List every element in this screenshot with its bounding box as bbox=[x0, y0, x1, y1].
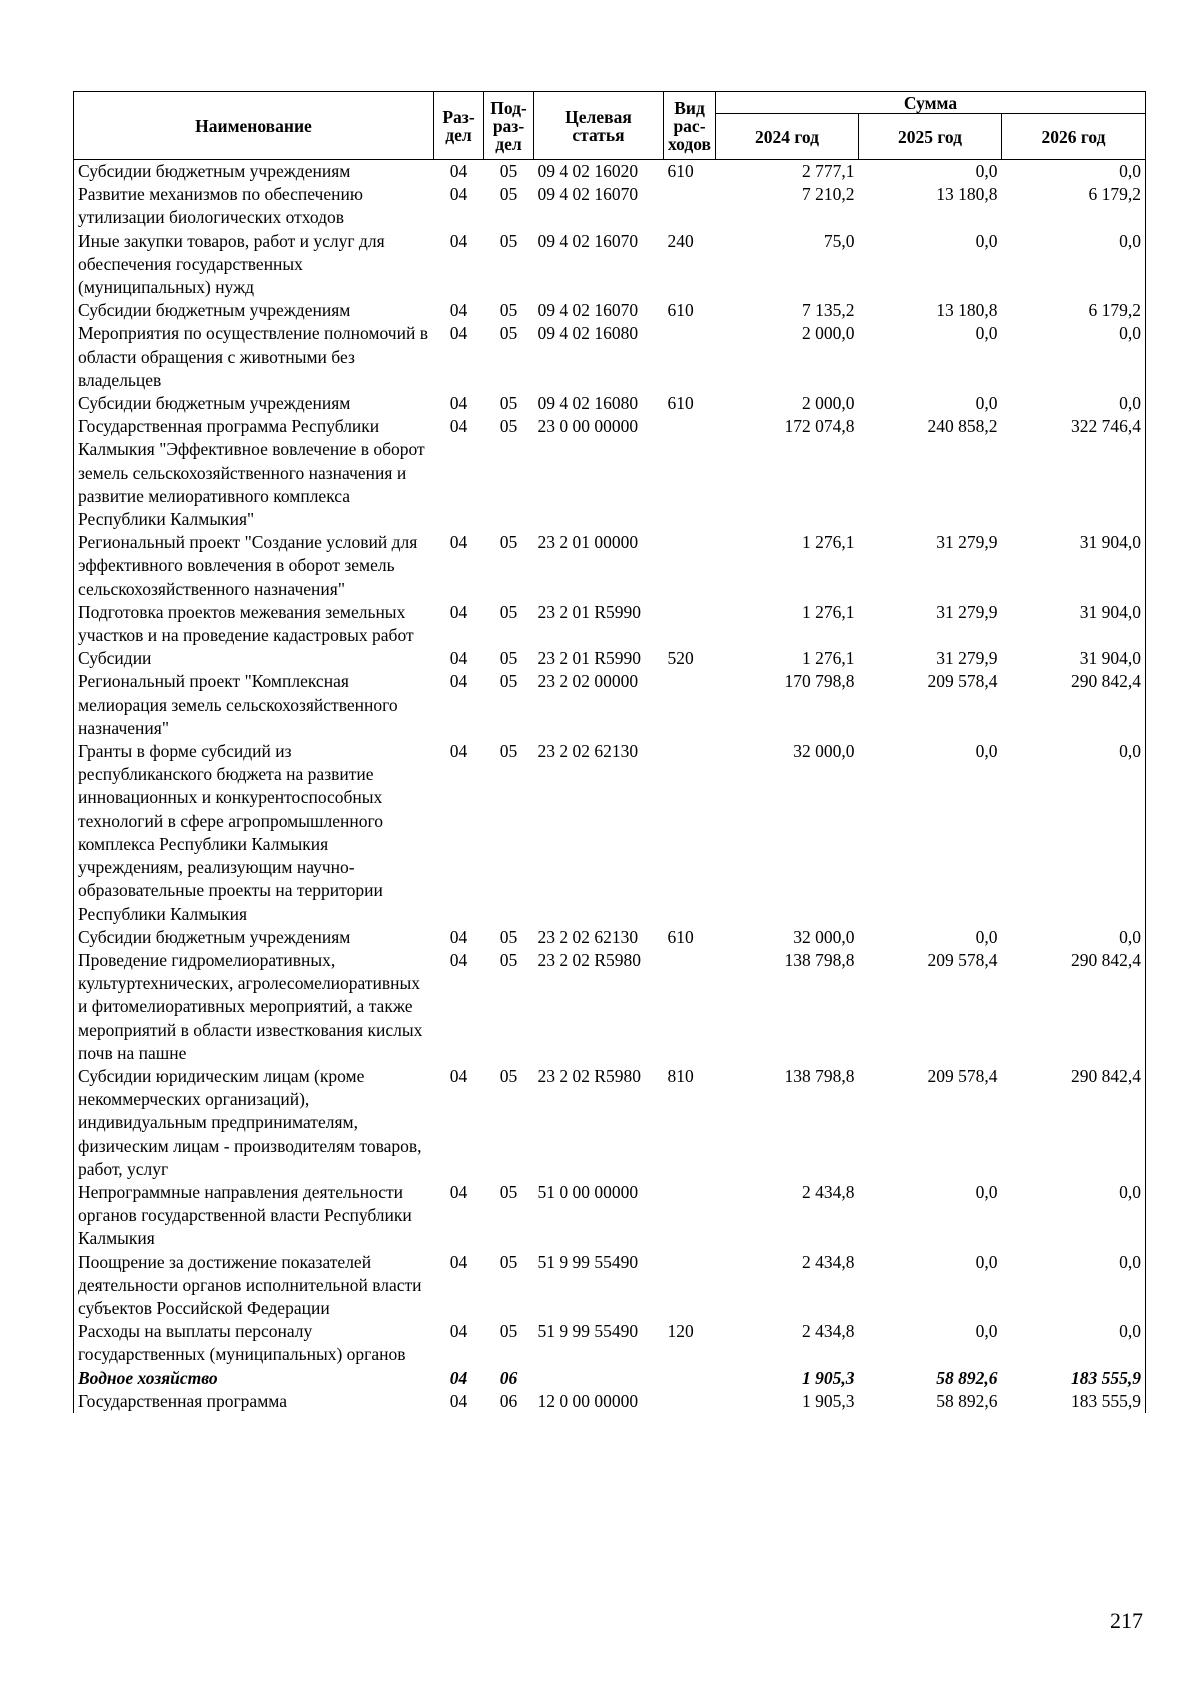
header-article-text: Целевая статья bbox=[565, 106, 632, 145]
cell-subsection: 05 bbox=[499, 671, 518, 692]
cell-2026: 290 842,4 bbox=[1002, 670, 1146, 740]
cell-name: Региональный проект "Комплексная мелиорация земель сельскохозяйственного назначения" bbox=[74, 670, 434, 740]
cell-article: 51 9 99 55490 bbox=[537, 1321, 639, 1342]
cell-section: 04 bbox=[449, 532, 468, 553]
cell-2025: 0,0 bbox=[975, 161, 998, 181]
cell-2026: 0,0 bbox=[1002, 1320, 1146, 1366]
cell-2026: 0,0 bbox=[1002, 322, 1146, 392]
cell-section: 04 bbox=[449, 949, 468, 970]
cell-section: 04 bbox=[449, 323, 468, 344]
cell-name: Развитие механизмов по обеспечению утилизации биологических отходов bbox=[74, 183, 434, 229]
cell-name: Государственная программа bbox=[74, 1390, 434, 1413]
header-year-2025: 2025 год bbox=[859, 114, 1002, 160]
cell-2025: 13 180,8 bbox=[936, 184, 998, 205]
cell-2025: 58 892,6 bbox=[936, 1367, 998, 1388]
cell-subsection: 05 bbox=[499, 393, 518, 414]
header-subsection bbox=[484, 92, 534, 160]
cell-kind: 810 bbox=[667, 1065, 694, 1086]
cell-section: 04 bbox=[449, 926, 468, 947]
cell-name: Расходы на выплаты персоналу государственных (муниципальных) органов bbox=[74, 1320, 434, 1366]
table-row bbox=[74, 1065, 1146, 1181]
table-row bbox=[74, 322, 1146, 392]
cell-2026: 31 904,0 bbox=[1002, 601, 1146, 647]
cell-section: 04 bbox=[449, 1390, 468, 1411]
cell-subsection: 05 bbox=[499, 161, 518, 181]
cell-article: 23 2 02 00000 bbox=[537, 671, 639, 692]
cell-2024: 172 074,8 bbox=[784, 416, 855, 437]
cell-section: 04 bbox=[449, 1065, 468, 1086]
cell-name: Поощрение за достижение показателей деятельности органов исполнительной власти субъектов Российской Федерации bbox=[74, 1251, 434, 1321]
table-row bbox=[74, 740, 1146, 926]
cell-2024: 32 000,0 bbox=[793, 741, 855, 762]
cell-name: Подготовка проектов межевания земельных участков и на проведение кадастровых работ bbox=[74, 601, 434, 647]
cell-name: Проведение гидромелиоративных, культуртехнических, агролесомелиоративных и фитомелиоративных мероприятий, а также мероприятий в области известкования кислых почв на пашне bbox=[74, 949, 434, 1065]
cell-2026: 290 842,4 bbox=[1002, 1065, 1146, 1181]
cell-name: Региональный проект "Создание условий для эффективного вовлечения в оборот земель сельскохозяйственного назначения" bbox=[74, 531, 434, 601]
cell-kind: 610 bbox=[667, 300, 694, 321]
table-header bbox=[74, 92, 1146, 160]
table-row bbox=[74, 949, 1146, 1065]
cell-2026: 0,0 bbox=[1002, 740, 1146, 926]
cell-subsection: 06 bbox=[499, 1367, 518, 1388]
cell-2024: 2 434,8 bbox=[802, 1251, 855, 1272]
table-row bbox=[74, 299, 1146, 322]
cell-2026: 0,0 bbox=[1002, 1251, 1146, 1321]
cell-2026: 31 904,0 bbox=[1002, 647, 1146, 670]
cell-2025: 31 279,9 bbox=[936, 648, 998, 669]
cell-2024: 2 434,8 bbox=[802, 1181, 855, 1202]
header-kind bbox=[664, 92, 716, 160]
cell-section: 04 bbox=[449, 1181, 468, 1202]
table-row bbox=[74, 1367, 1146, 1390]
header-article bbox=[534, 92, 664, 160]
cell-2024: 75,0 bbox=[823, 230, 855, 251]
cell-2026: 183 555,9 bbox=[1002, 1367, 1146, 1390]
cell-subsection: 05 bbox=[499, 648, 518, 669]
cell-article: 09 4 02 16080 bbox=[537, 393, 639, 414]
table-row bbox=[74, 415, 1146, 531]
cell-2025: 31 279,9 bbox=[936, 532, 998, 553]
table-row bbox=[74, 160, 1146, 184]
cell-article: 51 0 00 00000 bbox=[537, 1181, 639, 1202]
table-row bbox=[74, 1251, 1146, 1321]
cell-article: 23 2 02 R5980 bbox=[537, 1065, 642, 1086]
cell-subsection: 05 bbox=[499, 1321, 518, 1342]
cell-name: Мероприятия по осуществление полномочий в области обращения с животными без владельцев bbox=[74, 322, 434, 392]
cell-article: 51 9 99 55490 bbox=[537, 1251, 639, 1272]
table-row bbox=[74, 183, 1146, 229]
table-row bbox=[74, 1320, 1146, 1366]
cell-kind bbox=[664, 601, 716, 647]
cell-article bbox=[534, 1367, 664, 1390]
cell-2026: 322 746,4 bbox=[1002, 415, 1146, 531]
cell-section: 04 bbox=[449, 416, 468, 437]
cell-article: 23 2 01 R5990 bbox=[537, 601, 642, 622]
cell-2026: 0,0 bbox=[1002, 160, 1146, 184]
cell-2025: 209 578,4 bbox=[927, 1065, 998, 1086]
cell-kind bbox=[664, 415, 716, 531]
cell-name: Непрограммные направления деятельности органов государственной власти Республики Калмыкия bbox=[74, 1181, 434, 1251]
cell-2024: 170 798,8 bbox=[784, 671, 855, 692]
cell-subsection: 05 bbox=[499, 416, 518, 437]
cell-2024: 138 798,8 bbox=[784, 1065, 855, 1086]
cell-name: Субсидии бюджетным учреждениям bbox=[74, 392, 434, 415]
header-name: Наименование bbox=[74, 92, 434, 160]
cell-article: 09 4 02 16020 bbox=[537, 161, 639, 181]
cell-name: Государственная программа Республики Калмыкия "Эффективное вовлечение в оборот земель сельскохозяйственного назначения и развитие мелиоративного комплекса Республики Калмыкия" bbox=[74, 415, 434, 531]
cell-article: 23 2 02 62130 bbox=[537, 741, 639, 762]
table-body bbox=[74, 160, 1146, 1413]
cell-subsection: 05 bbox=[499, 300, 518, 321]
cell-kind: 610 bbox=[667, 161, 694, 181]
table-row bbox=[74, 1390, 1146, 1413]
cell-2024: 2 000,0 bbox=[802, 323, 855, 344]
cell-2025: 13 180,8 bbox=[936, 300, 998, 321]
page-number: 217 bbox=[1110, 1608, 1143, 1633]
cell-name: Субсидии бюджетным учреждениям bbox=[74, 926, 434, 949]
cell-section: 04 bbox=[449, 184, 468, 205]
cell-subsection: 06 bbox=[499, 1390, 518, 1411]
cell-2025: 0,0 bbox=[975, 1181, 998, 1202]
cell-name: Субсидии бюджетным учреждениям bbox=[74, 160, 434, 184]
cell-subsection: 05 bbox=[499, 230, 518, 251]
cell-section: 04 bbox=[449, 230, 468, 251]
cell-kind bbox=[664, 1390, 716, 1413]
table-row bbox=[74, 531, 1146, 601]
budget-table bbox=[73, 91, 1146, 1413]
cell-article: 23 2 02 R5980 bbox=[537, 949, 642, 970]
cell-subsection: 05 bbox=[499, 1065, 518, 1086]
cell-section: 04 bbox=[449, 161, 468, 181]
header-kind-text: Вид рас- ходов bbox=[668, 97, 711, 154]
cell-2025: 0,0 bbox=[975, 741, 998, 762]
cell-article: 09 4 02 16080 bbox=[537, 323, 639, 344]
cell-article: 23 2 01 00000 bbox=[537, 532, 639, 553]
cell-section: 04 bbox=[449, 648, 468, 669]
table-row bbox=[74, 670, 1146, 740]
cell-2024: 1 276,1 bbox=[802, 601, 855, 622]
cell-2026: 0,0 bbox=[1002, 926, 1146, 949]
table-row bbox=[74, 926, 1146, 949]
cell-2026: 0,0 bbox=[1002, 392, 1146, 415]
header-year-2024: 2024 год bbox=[716, 114, 859, 160]
table-row bbox=[74, 230, 1146, 300]
cell-kind: 240 bbox=[667, 230, 694, 251]
cell-2024: 1 905,3 bbox=[802, 1390, 855, 1411]
cell-section: 04 bbox=[449, 671, 468, 692]
cell-kind: 520 bbox=[667, 648, 694, 669]
cell-2026: 6 179,2 bbox=[1002, 183, 1146, 229]
cell-name: Субсидии bbox=[74, 647, 434, 670]
cell-2024: 2 434,8 bbox=[802, 1321, 855, 1342]
cell-section: 04 bbox=[449, 1321, 468, 1342]
header-subsection-text: Под- раз- дел bbox=[490, 97, 527, 154]
cell-article: 23 2 02 62130 bbox=[537, 926, 639, 947]
cell-section: 04 bbox=[449, 1367, 468, 1388]
cell-kind: 120 bbox=[667, 1321, 694, 1342]
cell-2026: 6 179,2 bbox=[1002, 299, 1146, 322]
cell-subsection: 05 bbox=[499, 601, 518, 622]
cell-2025: 0,0 bbox=[975, 393, 998, 414]
cell-2025: 240 858,2 bbox=[927, 416, 998, 437]
cell-2025: 31 279,9 bbox=[936, 601, 998, 622]
cell-2024: 2 777,1 bbox=[802, 161, 855, 181]
cell-article: 12 0 00 00000 bbox=[537, 1390, 639, 1411]
cell-2024: 1 905,3 bbox=[802, 1367, 855, 1388]
cell-name: Субсидии юридическим лицам (кроме некоммерческих организаций), индивидуальным предпринимателям, физическим лицам - производителям товаров, работ, услуг bbox=[74, 1065, 434, 1181]
cell-subsection: 05 bbox=[499, 532, 518, 553]
cell-2026: 290 842,4 bbox=[1002, 949, 1146, 1065]
cell-kind bbox=[664, 1181, 716, 1251]
cell-2024: 2 000,0 bbox=[802, 393, 855, 414]
cell-2026: 0,0 bbox=[1002, 1181, 1146, 1251]
cell-section: 04 bbox=[449, 741, 468, 762]
header-year-2026: 2026 год bbox=[1002, 114, 1146, 160]
cell-name: Гранты в форме субсидий из республиканского бюджета на развитие инновационных и конкурентоспособных технологий в сфере агропромышленного комплекса Республики Калмыкия учреждениям, реализующим научно-образовательные проекты на территории Республики Калмыкия bbox=[74, 740, 434, 926]
cell-2025: 209 578,4 bbox=[927, 671, 998, 692]
cell-article: 09 4 02 16070 bbox=[537, 184, 639, 205]
header-section bbox=[434, 92, 484, 160]
cell-name: Водное хозяйство bbox=[74, 1367, 434, 1390]
table-row bbox=[74, 1181, 1146, 1251]
cell-kind bbox=[664, 1251, 716, 1321]
cell-article: 09 4 02 16070 bbox=[537, 230, 639, 251]
cell-subsection: 05 bbox=[499, 949, 518, 970]
header-sum: Сумма bbox=[716, 92, 1146, 114]
cell-2025: 209 578,4 bbox=[927, 949, 998, 970]
cell-kind bbox=[664, 949, 716, 1065]
cell-2026: 31 904,0 bbox=[1002, 531, 1146, 601]
cell-article: 23 0 00 00000 bbox=[537, 416, 639, 437]
cell-section: 04 bbox=[449, 300, 468, 321]
cell-kind bbox=[664, 322, 716, 392]
cell-2024: 1 276,1 bbox=[802, 532, 855, 553]
cell-2026: 183 555,9 bbox=[1002, 1390, 1146, 1413]
cell-kind bbox=[664, 740, 716, 926]
cell-name: Субсидии бюджетным учреждениям bbox=[74, 299, 434, 322]
cell-kind bbox=[664, 531, 716, 601]
cell-section: 04 bbox=[449, 1251, 468, 1272]
cell-subsection: 05 bbox=[499, 1181, 518, 1202]
cell-subsection: 05 bbox=[499, 323, 518, 344]
cell-2025: 0,0 bbox=[975, 1251, 998, 1272]
cell-2025: 0,0 bbox=[975, 926, 998, 947]
table-row bbox=[74, 647, 1146, 670]
cell-2024: 138 798,8 bbox=[784, 949, 855, 970]
cell-2025: 0,0 bbox=[975, 323, 998, 344]
table-row bbox=[74, 392, 1146, 415]
cell-name: Иные закупки товаров, работ и услуг для обеспечения государственных (муниципальных) нужд bbox=[74, 230, 434, 300]
cell-2025: 0,0 bbox=[975, 1321, 998, 1342]
cell-kind bbox=[664, 1367, 716, 1390]
cell-article: 09 4 02 16070 bbox=[537, 300, 639, 321]
cell-article: 23 2 01 R5990 bbox=[537, 648, 642, 669]
cell-kind: 610 bbox=[667, 926, 694, 947]
cell-section: 04 bbox=[449, 393, 468, 414]
cell-2025: 0,0 bbox=[975, 230, 998, 251]
cell-kind bbox=[664, 183, 716, 229]
cell-2024: 32 000,0 bbox=[793, 926, 855, 947]
cell-kind: 610 bbox=[667, 393, 694, 414]
cell-2024: 1 276,1 bbox=[802, 648, 855, 669]
cell-subsection: 05 bbox=[499, 1251, 518, 1272]
cell-subsection: 05 bbox=[499, 926, 518, 947]
cell-2024: 7 135,2 bbox=[802, 300, 855, 321]
table-row bbox=[74, 601, 1146, 647]
cell-2026: 0,0 bbox=[1002, 230, 1146, 300]
cell-kind bbox=[664, 670, 716, 740]
cell-section: 04 bbox=[449, 601, 468, 622]
cell-subsection: 05 bbox=[499, 184, 518, 205]
header-section-text: Раз- дел bbox=[442, 106, 475, 145]
cell-subsection: 05 bbox=[499, 741, 518, 762]
cell-2025: 58 892,6 bbox=[936, 1390, 998, 1411]
cell-2024: 7 210,2 bbox=[802, 184, 855, 205]
